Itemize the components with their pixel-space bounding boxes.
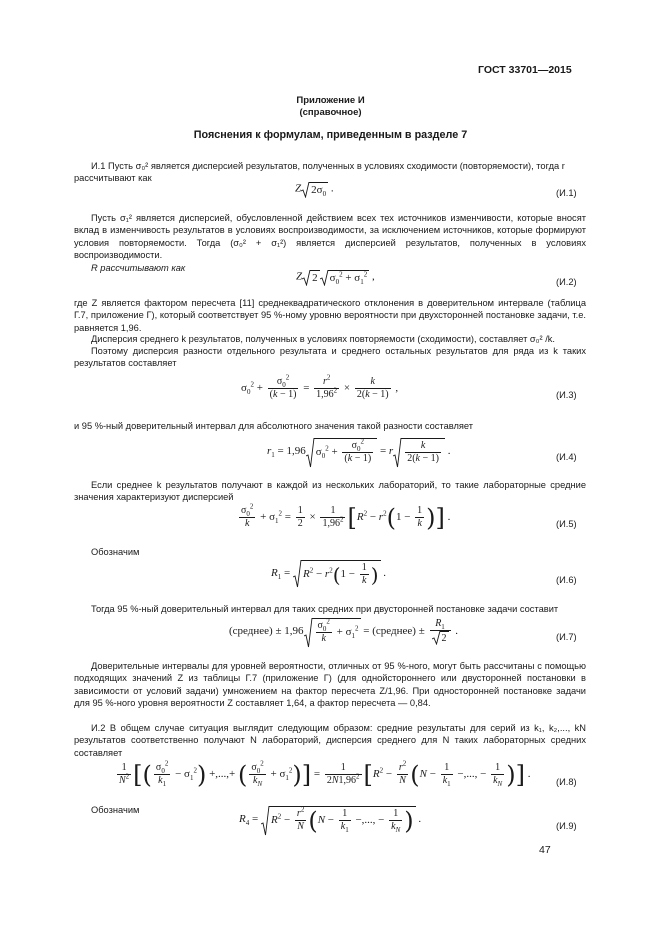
paragraph-i1-cont: рассчитывают как (74, 173, 152, 183)
equation-number-7: (И.7) (556, 632, 577, 642)
formula-i9: $R_4$ = $R^2$ − $\frac{r^2}{N}$ (N − $\frac{1}{k_1}$ −,..., − $\frac{1}{k_N}$ ) . (239, 805, 422, 835)
paragraph-z-factor: где Z является фактором пересчета [11] среднеквадратического отклонения в доверительном интервале (таблица Г.7, приложение Г), который соответствует 95 %-ному уровню вероятности при двухсторонней постановке задачи, т.е. равняется 1,96. (74, 298, 586, 333)
equation-number-4: (И.4) (556, 452, 577, 462)
paragraph-r-calc: R рассчитывают как (91, 263, 186, 273)
paragraph-difference-variance: Поэтому дисперсия разности отдельного результата и среднего остальных результатов для ряда из k таких результатов составляет (74, 346, 586, 369)
formula-i8: $\frac{1}{N^2}$ [( $\frac{\sigma_0^2}{k_1}$ − $\sigma_1^2$) +,...,+ ( $\frac{\sigma_0^2}{k_N}$ + $\sigma_1^2$)] = $\frac{1}{2N1,96^2}$ [$R^2$ − $\frac{r^2}{N}$ (N − $\frac{1}{k_1}$ −,..., − $\frac{1}{k_N}$ )] . (119, 759, 531, 789)
standard-number: ГОСТ 33701—2015 (478, 64, 572, 76)
paragraph-i1: И.1 Пусть σ₀² является дисперсией результатов, полученных в условиях сходимости (повторяемости), тогда r (91, 161, 565, 171)
formula-i5: $\frac{\sigma_0^2}{k}$ + $\sigma_1^2$ = $\frac{1}{2}$ × $\frac{1}{1,96^2}$ [$R^2 - r^2(1$ − $\frac{1}{k}$ )] . (241, 502, 451, 532)
formula-i1: Z $2\sigma_0$ . (295, 182, 334, 199)
annex-title: Приложение И (296, 95, 365, 106)
equation-number-5: (И.5) (556, 519, 577, 529)
paragraph-two-sided: Тогда 95 %-ный доверительный интервал для таких средних при двусторонней постановке задачи составит (91, 604, 559, 614)
equation-number-3: (И.3) (556, 390, 577, 400)
formula-i4: $r_1 = 1,96$ $\sigma_0^2$ + $\frac{\sigma_0^2}{(k - 1)}$ = r $\frac{k}{2(k - 1)}$ . (267, 438, 450, 465)
equation-number-6: (И.6) (556, 575, 577, 585)
equation-number-2: (И.2) (556, 277, 577, 287)
annex-subtitle: (справочное) (299, 107, 362, 118)
paragraph-mean-variance: Дисперсия среднего k результатов, полученных в условиях повторяемости (сходимости), составляет σ₀² /k. (91, 334, 556, 344)
formula-i3: $\sigma_0^2$ + $\frac{\sigma_0^2}{(k - 1)}$ = $\frac{r^2}{1,96^2}$ × $\frac{k}{2(k - 1)}$ , (241, 373, 399, 400)
equation-number-8: (И.8) (556, 777, 577, 787)
equation-number-1: (И.1) (556, 188, 577, 198)
page-number: 47 (539, 844, 551, 856)
equation-number-9: (И.9) (556, 821, 577, 831)
paragraph-confidence-interval: и 95 %-ный доверительный интервал для абсолютного значения такой разности составляет (74, 421, 474, 431)
formula-i7: (среднее) ± 1,96 $\frac{\sigma_0^2}{k}$ + $\sigma_1^2$ = (среднее) ± $\frac{R_1}{2}$ . (229, 618, 458, 645)
paragraph-other-levels: Доверительные интервалы для уровней вероятности, отличных от 95 %-ного, могут быть рассчитаны с помощью подходящих значений Z из таблицы Г.7 (приложение Г) (для однойстороннего или двусторонней постановки в зависимости от условий задачи) умножением на фактор пересчета Z/1,96. При односторонней постановке задачи для 95 %-ного уровня вероятности Z составляет 1,64, а фактор пересчета — 0,84. (74, 661, 586, 708)
paragraph-lab-means: Если среднее k результатов получают в каждой из нескольких лабораторий, то такие лабораторные средние значения характеризуют дисперсией (74, 480, 586, 503)
paragraph-denote-1: Обозначим (91, 547, 140, 557)
formula-i6: $R_1$ = $R^2 - r^2(1$ − $\frac{1}{k}$ ) . (271, 562, 387, 587)
annex-heading: Пояснения к формулам, приведенным в разделе 7 (193, 129, 468, 141)
formula-i2: Z 2 $\sigma_0^2 + \sigma_1^2$ , (296, 270, 375, 287)
paragraph-denote-2: Обозначим (91, 805, 140, 815)
paragraph-sigma1: Пусть σ₁² является дисперсией, обусловленной действием всех тех источников изменчивости, которые вносят вклад в изменчивость результатов в условиях воспроизводимости, за исключением источников, которые формируют условия повторяемости. Тогда (σ₀² + σ₁²) является дисперсией результатов, полученных в условиях воспроизводимости. (74, 213, 586, 260)
paragraph-i2: И.2 В общем случае ситуация выглядит следующим образом: средние результаты для серий из k₁, k₂,..., kN результатов соответственно получают N лабораторий, дисперсия среднего для N таких лабораторных средних составляет (74, 723, 586, 758)
